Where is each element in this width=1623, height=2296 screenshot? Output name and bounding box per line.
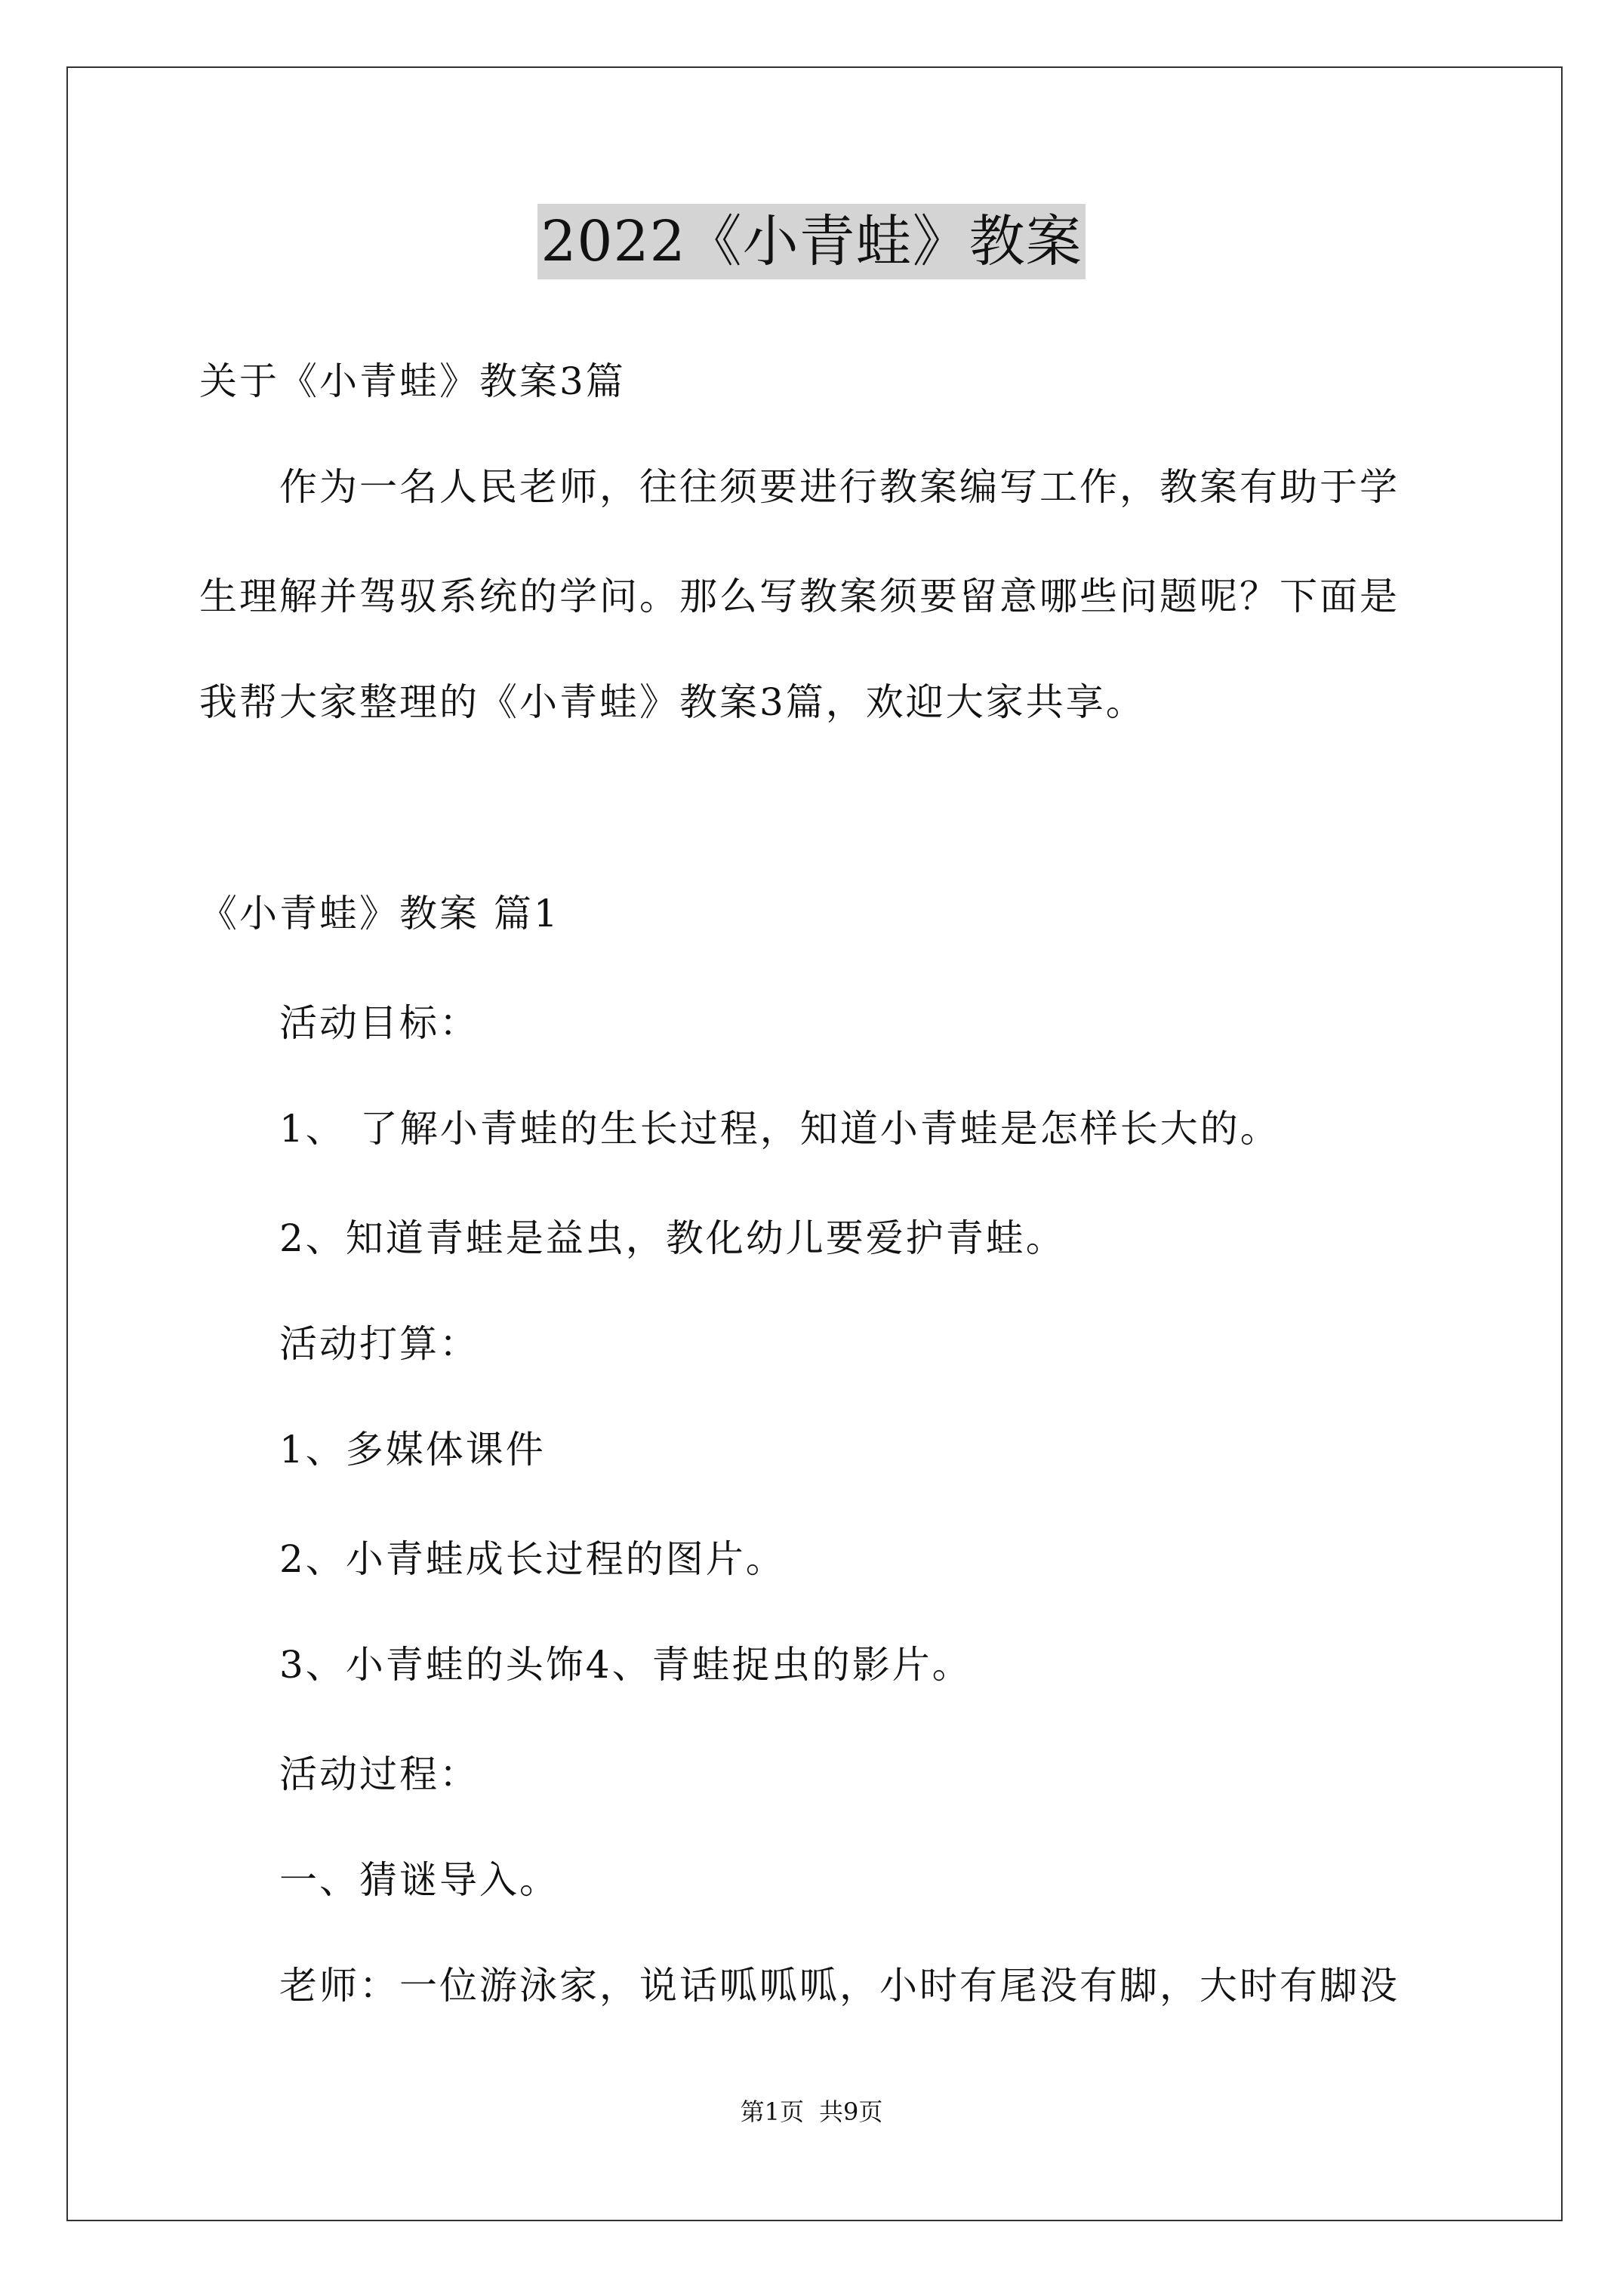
intro-line-1: 作为一名人民老师，往往须要进行教案编写工作，教案有助于学 bbox=[279, 465, 1400, 509]
section-heading: 《小青蛙》教案 篇1 bbox=[199, 892, 560, 935]
page-number: 第1页 bbox=[740, 2097, 804, 2126]
intro-line-3: 我帮大家整理的《小青蛙》教案3篇，欢迎大家共享。 bbox=[199, 680, 1146, 724]
teacher-line: 老师：一位游泳家，说话呱呱呱，小时有尾没有脚，大时有脚没 bbox=[279, 1964, 1400, 2008]
goal-item-1: 1、 了解小青蛙的生长过程，知道小青蛙是怎样长大的。 bbox=[279, 1107, 1280, 1151]
page-footer bbox=[0, 2095, 1623, 2128]
goals-heading: 活动目标： bbox=[279, 1001, 479, 1045]
subtitle-line: 关于《小青蛙》教案3篇 bbox=[199, 359, 626, 403]
intro-line-2: 生理解并驾驭系统的学问。那么写教案须要留意哪些问题呢？下面是 bbox=[199, 575, 1400, 618]
prep-heading: 活动打算： bbox=[279, 1322, 479, 1366]
document-title: 2022《小青蛙》教案 bbox=[537, 204, 1085, 279]
process-heading: 活动过程： bbox=[279, 1752, 479, 1796]
prep-item-3: 3、小青蛙的头饰4、青蛙捉虫的影片。 bbox=[279, 1643, 972, 1687]
process-step-1: 一、猜谜导入。 bbox=[279, 1858, 559, 1902]
goal-item-2: 2、知道青蛙是益虫，教化幼儿要爱护青蛙。 bbox=[279, 1216, 1066, 1260]
page-total: 共9页 bbox=[819, 2097, 883, 2126]
prep-item-2: 2、小青蛙成长过程的图片。 bbox=[279, 1537, 786, 1581]
prep-item-1: 1、多媒体课件 bbox=[279, 1428, 546, 1472]
title-container bbox=[0, 204, 1623, 279]
